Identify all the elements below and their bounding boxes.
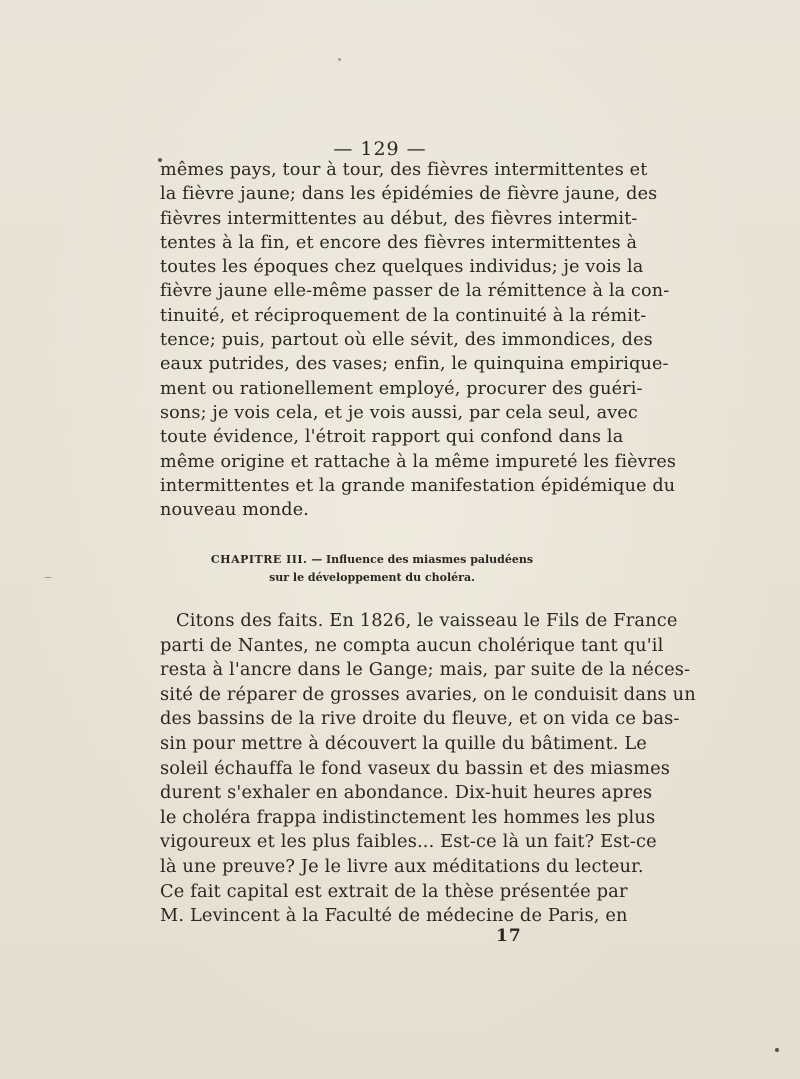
text-line: fièvres intermittentes au début, des fièvres intermit- <box>160 208 638 229</box>
text-line: intermittentes et la grande manifestation épidémique du <box>160 475 676 496</box>
chapter-label: CHAPITRE III. <box>210 553 308 566</box>
text-line: parti de Nantes, ne compta aucun cholérique tant qu'il <box>160 634 664 656</box>
ink-speck <box>338 58 341 61</box>
text-line: Ce fait capital est extrait de la thèse présentée par <box>160 880 628 902</box>
paragraph-continued <box>160 158 677 522</box>
text-line: sin pour mettre à découvert la quille du bâtiment. Le <box>160 732 647 754</box>
chapter-title-part-2: sur le développement du choléra. <box>269 571 475 584</box>
text-line: tinuité, et réciproquement de la continuité à la rémit- <box>160 305 647 326</box>
text-line: le choléra frappa indistinctement les hommes les plus <box>160 806 656 828</box>
text-line: soleil échauffa le fond vaseux du bassin et des miasmes <box>160 757 671 779</box>
page-number: — 129 — <box>333 138 427 160</box>
chapter-title-part-1: — Influence des miasmes paludéens <box>311 553 534 566</box>
text-line: mêmes pays, tour à tour, des fièvres intermittentes et <box>160 160 648 180</box>
text-line: vigoureux et les plus faibles... Est-ce là un fait? Est-ce <box>160 831 657 853</box>
text-line: des bassins de la rive droite du fleuve, et on vida ce bas- <box>160 708 680 730</box>
text-line: resta à l'ancre dans le Gange; mais, par suite de la néces- <box>160 659 691 681</box>
text-line: sité de réparer de grosses avaries, on le conduisit dans un <box>160 683 696 705</box>
text-line: fièvre jaune elle-même passer de la rémittence à la con- <box>160 281 670 302</box>
text-line: tentes à la fin, et encore des fièvres intermittentes à <box>160 232 638 253</box>
text-line: Citons des faits. En 1826, le vaisseau le Fils de France <box>176 610 678 631</box>
text-line: la fièvre jaune; dans les épidémies de fièvre jaune, des <box>160 184 658 205</box>
paragraph-chapter-body <box>160 609 696 929</box>
ink-speck <box>45 577 51 578</box>
text-line: durent s'exhaler en abondance. Dix-huit heures apres <box>160 782 653 804</box>
signature-mark: 17 <box>496 926 522 946</box>
text-line: même origine et rattache à la même impureté les fièvres <box>160 451 677 472</box>
text-line: eaux putrides, des vases; enfin, le quinquina empirique- <box>160 354 669 375</box>
text-line: M. Levincent à la Faculté de médecine de Paris, en <box>160 905 628 927</box>
text-line: sons; je vois cela, et je vois aussi, par cela seul, avec <box>160 402 638 423</box>
text-line: toutes les époques chez quelques individus; je vois la <box>160 257 644 278</box>
text-line: nouveau monde. <box>160 500 309 521</box>
text-line: là une preuve? Je le livre aux méditations du lecteur. <box>160 855 644 877</box>
chapter-heading-line-1 <box>160 551 584 569</box>
text-line: tence; puis, partout où elle sévit, des immondices, des <box>160 330 653 351</box>
text-line: ment ou rationellement employé, procurer des guéri- <box>160 378 643 399</box>
chapter-heading <box>160 551 584 587</box>
ink-speck <box>775 1048 779 1052</box>
text-line: toute évidence, l'étroit rapport qui confond dans la <box>160 427 624 448</box>
